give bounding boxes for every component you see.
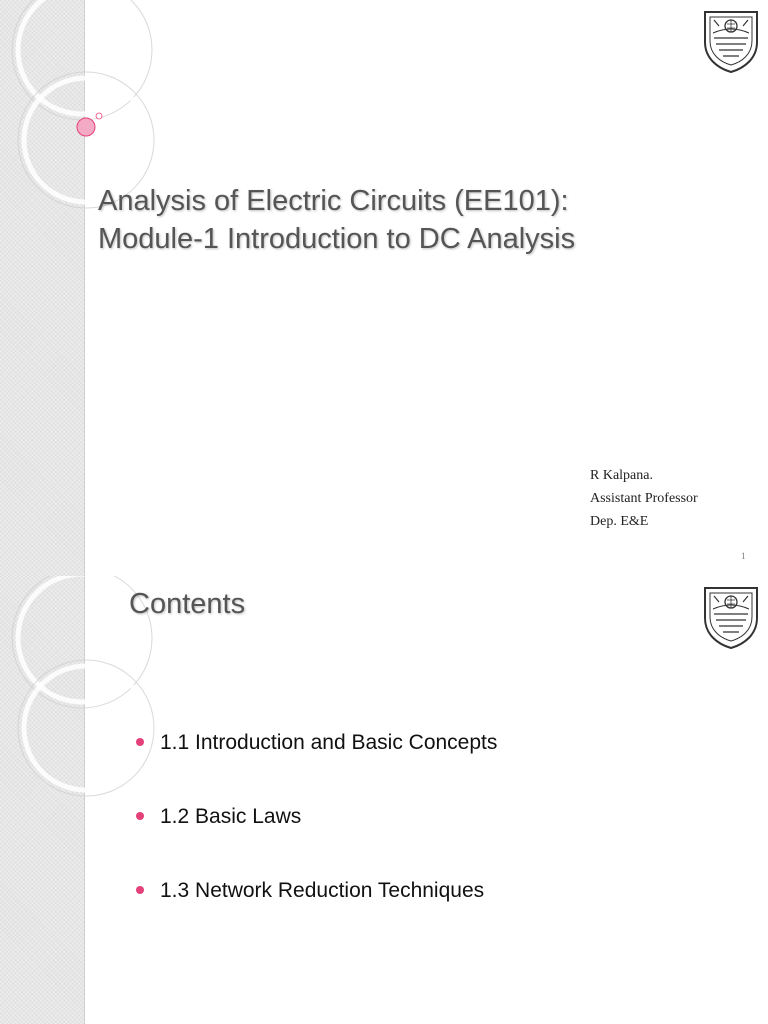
ring-decoration — [0, 0, 200, 576]
slide-title — [98, 182, 575, 258]
author-role: Assistant Professor — [590, 491, 698, 506]
list-item — [136, 800, 497, 874]
author-department: Dep. E&E — [590, 514, 649, 529]
bullet-icon — [136, 738, 144, 746]
pink-bubble-icon — [77, 118, 95, 136]
bullet-icon — [136, 886, 144, 894]
author-name: R Kalpana. — [590, 468, 653, 483]
institution-crest-logo — [702, 8, 760, 74]
list-item-text: 1.1 Introduction and Basic Concepts — [160, 731, 498, 754]
contents-slide — [0, 576, 768, 1024]
author-block — [590, 464, 698, 533]
contents-list — [136, 726, 497, 948]
title-line-2: Module-1 Introduction to DC Analysis — [98, 223, 576, 255]
list-item — [136, 726, 497, 800]
list-item-text: 1.2 Basic Laws — [160, 805, 302, 828]
page-number: 1 — [741, 551, 746, 561]
institution-crest-logo — [702, 584, 760, 650]
list-item — [136, 874, 497, 948]
contents-heading: Contents — [129, 588, 246, 620]
bullet-icon — [136, 812, 144, 820]
title-line-1: Analysis of Electric Circuits (EE101): — [98, 185, 569, 217]
list-item-text: 1.3 Network Reduction Techniques — [160, 879, 485, 902]
